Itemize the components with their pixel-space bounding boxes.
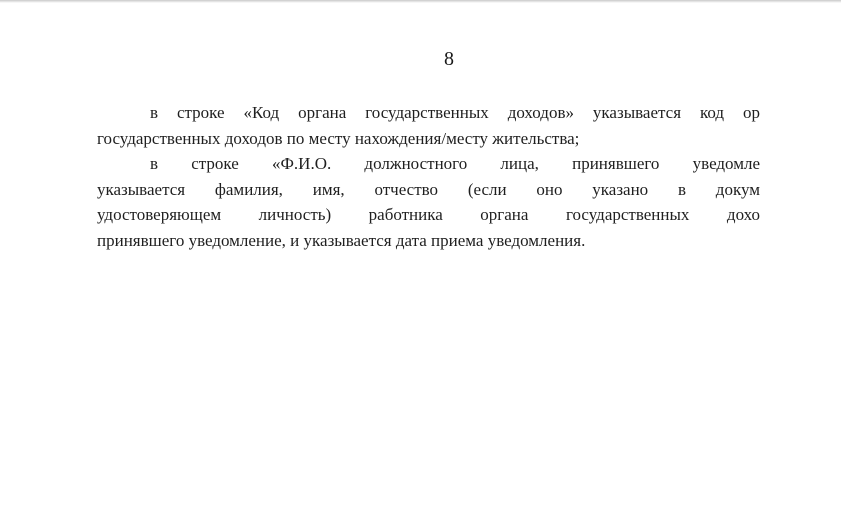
paragraph-1-line-1: в строке «Код органа государственных доходов» указывается код ор [150,103,760,122]
document-body [97,100,760,253]
paragraph-2-line-3: удостоверяющем личность) работника органа государственных дохо [97,205,760,224]
paragraph-2-line-1: в строке «Ф.И.О. должностного лица, принявшего уведомле [150,154,760,173]
paragraph-1-line-2: государственных доходов по месту нахождения/месту жительства; [97,128,580,148]
paragraph-2-line-4: принявшего уведомление, и указывается дата приема уведомления. [97,230,586,250]
scan-edge-shadow [0,0,841,3]
page-number: 8 [444,48,454,70]
paragraph-2-line-2: указывается фамилия, имя, отчество (если оно указано в докум [97,179,760,199]
